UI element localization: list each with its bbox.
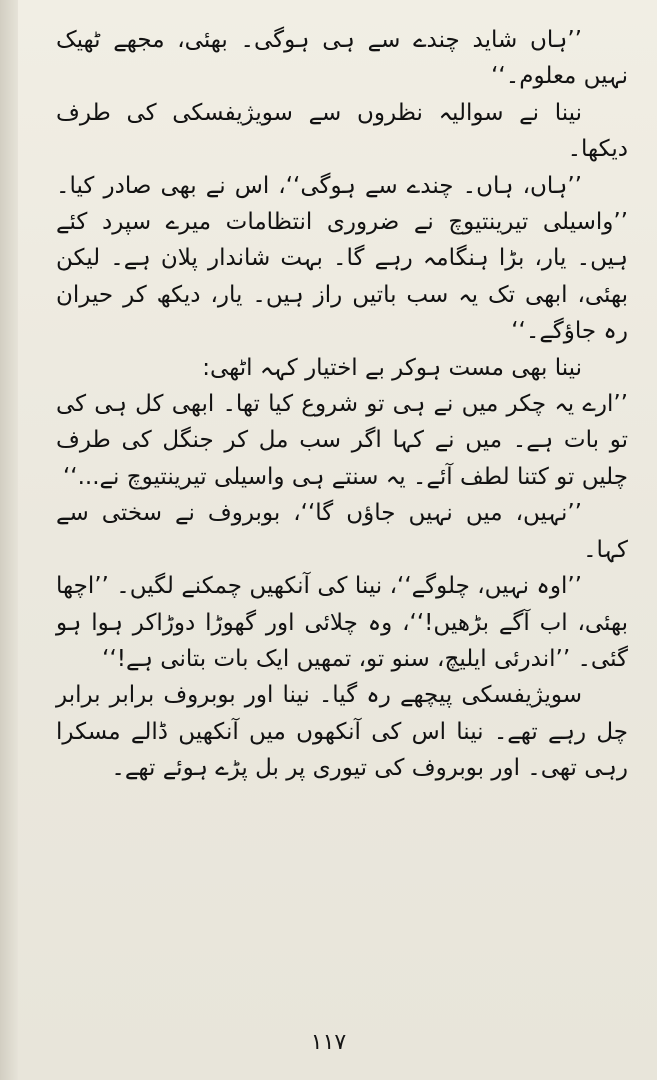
paragraph-6: ’’نہیں، میں نہیں جاؤں گا‘‘، بوبروف نے سختی سے کہا۔ — [56, 500, 628, 563]
paragraph-5: ’’ارے یہ چکر میں نے ہی تو شروع کیا تھا۔ ابھی کل ہی کی تو بات ہے۔ میں نے کہا اگر سب مل کر جنگل کی طرف چلیں تو کتنا لطف آئے۔ یہ سنتے ہی واسیلی تیرینتیوچ نے...‘‘ — [56, 391, 628, 490]
paragraph-1: ’’ہاں شاید چندے سے ہی ہوگی۔ بھئی، مجھے ٹھیک نہیں معلوم۔‘‘ — [56, 27, 628, 90]
paragraph-3: ’’ہاں، ہاں۔ چندے سے ہوگی‘‘، اس نے بھی صادر کیا۔ ’’واسیلی تیرینتیوچ نے ضروری انتظامات میرے سپرد کئے ہیں۔ یار، بڑا ہنگامہ رہے گا۔ بہت شاندار پلان ہے۔ لیکن بھئی، ابھی تک یہ سب باتیں راز ہیں۔ یار، دیکھ کر حیران رہ جاؤگے۔‘‘ — [56, 172, 628, 345]
page-number: ۱۱۷ — [310, 1030, 347, 1055]
binding-gutter — [0, 0, 18, 1080]
paragraph-7: ’’اوہ نہیں، چلوگے‘‘، نینا کی آنکھیں چمکنے لگیں۔ ’’اچھا بھئی، اب آگے بڑھیں!‘‘، وہ چلائی اور گھوڑا دوڑاکر ہوا ہو گئی۔ ’’اندرئی ایلیچ، سنو تو، تمھیں ایک بات بتانی ہے!‘‘ — [56, 573, 628, 672]
page-body — [56, 22, 628, 787]
paragraph-2: نینا نے سوالیہ نظروں سے سویژیفسکی کی طرف دیکھا۔ — [56, 99, 628, 163]
paragraph-8: سویژیفسکی پیچھے رہ گیا۔ نینا اور بوبروف برابر برابر چل رہے تھے۔ نینا اس کی آنکھوں میں آنکھیں ڈالے مسکرا رہی تھی۔ اور بوبروف کی تیوری پر بل پڑے ہوئے تھے۔ — [56, 682, 628, 782]
paragraph-4: نینا بھی مست ہوکر بے اختیار کہہ اٹھی: — [202, 354, 582, 381]
